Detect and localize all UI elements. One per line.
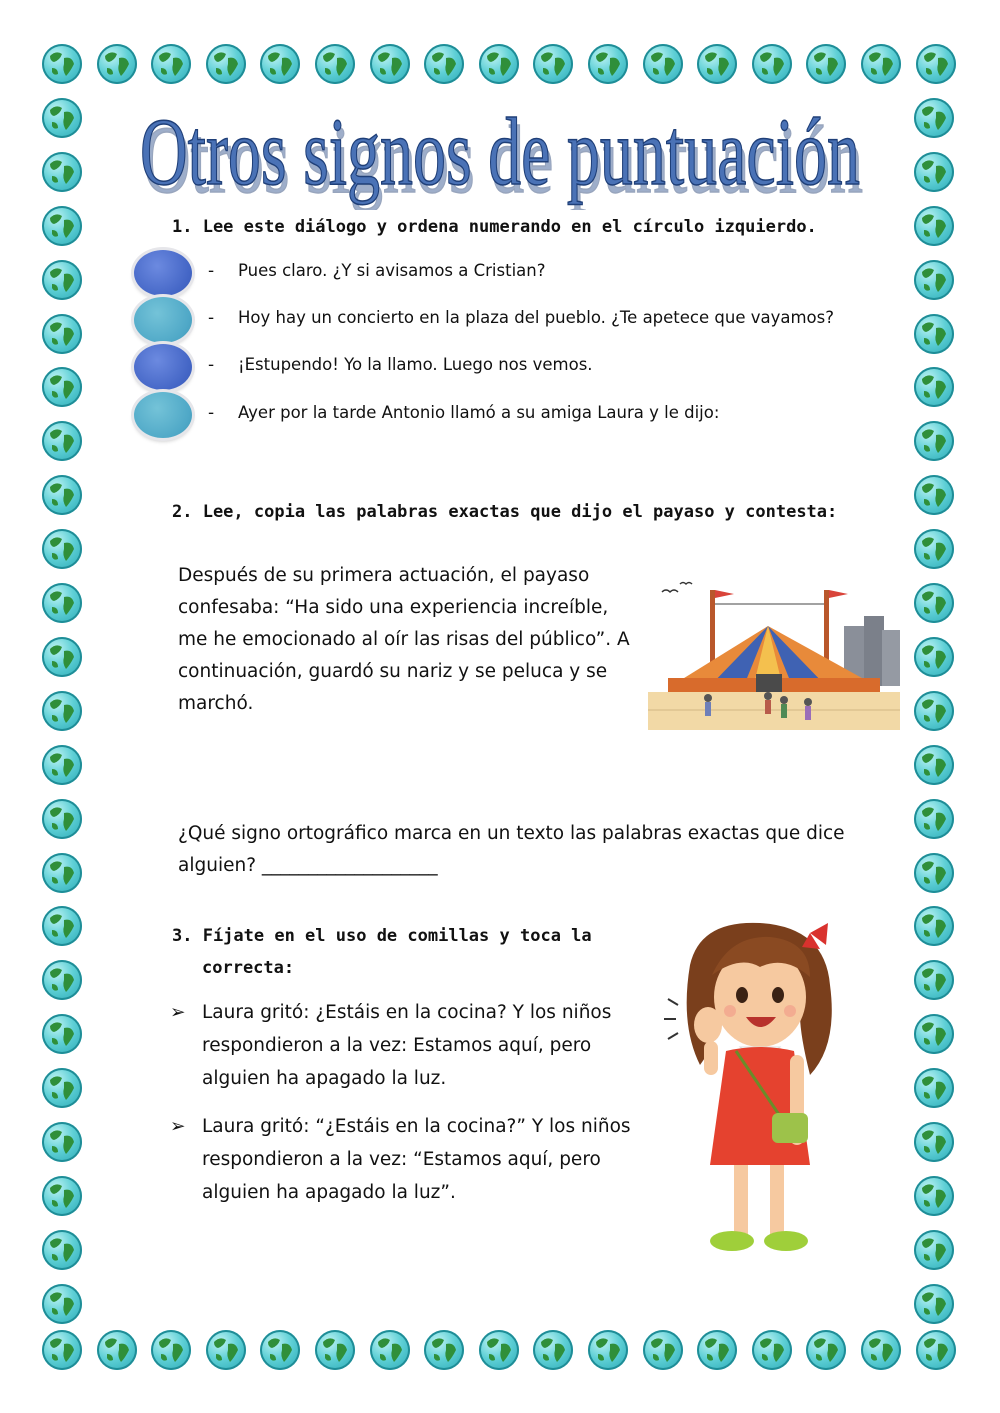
globe-icon [42, 529, 82, 569]
arrow-bullet-icon: ➢ [170, 1002, 186, 1023]
dash-marker: - [208, 308, 215, 328]
globe-icon [42, 853, 82, 893]
dialogue-item [130, 392, 870, 442]
globe-icon [914, 367, 954, 407]
globe-icon [643, 1330, 683, 1370]
globe-icon [914, 691, 954, 731]
globe-icon [424, 44, 464, 84]
globe-icon [914, 583, 954, 623]
globe-icon [914, 314, 954, 354]
globe-icon [533, 44, 573, 84]
globe-icon [97, 44, 137, 84]
option-line: Laura gritó: “¿Estáis en la cocina?” Y los niños [202, 1116, 631, 1137]
globe-icon [42, 745, 82, 785]
globe-icon [914, 421, 954, 461]
globe-icon [42, 1068, 82, 1108]
option-2[interactable] [170, 1110, 650, 1209]
title-wordart [120, 100, 880, 210]
dialogue-text: Pues claro. ¿Y si avisamos a Cristian? [238, 261, 546, 280]
globe-icon [914, 1122, 954, 1162]
order-circle-4[interactable] [134, 392, 192, 438]
globe-icon [42, 799, 82, 839]
globe-icon [806, 1330, 846, 1370]
dialogue-item [130, 344, 870, 394]
dash-marker: - [208, 355, 215, 375]
globe-icon [42, 260, 82, 300]
globe-icon [752, 44, 792, 84]
globe-icon [42, 421, 82, 461]
option-line: respondieron a la vez: Estamos aquí, pero [202, 1035, 592, 1056]
passage-line: confesaba: “Ha sido una experiencia increíble, [178, 597, 609, 618]
option-line: alguien ha apagado la luz. [202, 1068, 447, 1089]
globe-icon [42, 637, 82, 677]
globe-icon [260, 1330, 300, 1370]
question-answer-line[interactable]: alguien? ___________________ [178, 855, 438, 876]
globe-icon [42, 1230, 82, 1270]
globe-icon [914, 475, 954, 515]
dialogue-text: ¡Estupendo! Yo la llamo. Luego nos vemos. [238, 355, 593, 374]
globe-icon [206, 44, 246, 84]
dialogue-text: Hoy hay un concierto en la plaza del pueblo. ¿Te apetece que vayamos? [238, 308, 834, 327]
globe-icon [914, 1068, 954, 1108]
globe-icon [914, 1176, 954, 1216]
question-line: ¿Qué signo ortográfico marca en un texto las palabras exactas que dice [178, 823, 845, 844]
globe-icon [914, 260, 954, 300]
globe-icon [914, 799, 954, 839]
globe-icon [370, 44, 410, 84]
arrow-bullet-icon: ➢ [170, 1116, 186, 1137]
passage-line: Después de su primera actuación, el payaso [178, 565, 590, 586]
globe-icon [42, 475, 82, 515]
globe-icon [914, 960, 954, 1000]
globe-icon [42, 960, 82, 1000]
title-text: Otros signos de puntuación [140, 100, 860, 205]
globe-icon [533, 1330, 573, 1370]
globe-icon [42, 1014, 82, 1054]
option-1[interactable] [170, 996, 650, 1095]
circus-illustration [648, 570, 900, 730]
globe-icon [42, 44, 82, 84]
heading-line: correcta: [202, 958, 295, 978]
globe-icon [151, 44, 191, 84]
globe-icon [42, 98, 82, 138]
globe-icon [914, 1230, 954, 1270]
globe-icon [42, 1330, 82, 1370]
dash-marker: - [208, 403, 215, 423]
globe-icon [914, 1014, 954, 1054]
passage-line: me he emocionado al oír las risas del público”. A [178, 629, 630, 650]
globe-icon [643, 44, 683, 84]
globe-icon [752, 1330, 792, 1370]
section2-heading: 2. Lee, copia las palabras exactas que dijo el payaso y contesta: [172, 502, 838, 522]
globe-icon [588, 1330, 628, 1370]
globe-icon [806, 44, 846, 84]
globe-icon [861, 44, 901, 84]
globe-icon [42, 1284, 82, 1324]
globe-icon [42, 583, 82, 623]
dialogue-text: Ayer por la tarde Antonio llamó a su amiga Laura y le dijo: [238, 403, 720, 422]
section2-question [178, 818, 878, 882]
globe-icon [479, 1330, 519, 1370]
dialogue-item [130, 297, 870, 347]
globe-icon [260, 44, 300, 84]
globe-icon [42, 314, 82, 354]
passage-line: continuación, guardó su nariz y se peluca y se [178, 661, 608, 682]
order-circle-1[interactable] [134, 250, 192, 296]
option-line: alguien ha apagado la luz”. [202, 1182, 456, 1203]
clown-passage [178, 560, 648, 720]
globe-icon [424, 1330, 464, 1370]
globe-icon [861, 1330, 901, 1370]
globe-icon [42, 691, 82, 731]
order-circle-2[interactable] [134, 297, 192, 343]
globe-icon [588, 44, 628, 84]
globe-icon [916, 44, 956, 84]
page-title [120, 100, 880, 210]
globe-icon [914, 1284, 954, 1324]
globe-icon [370, 1330, 410, 1370]
girl-illustration [660, 915, 855, 1270]
globe-icon [315, 44, 355, 84]
globe-icon [42, 906, 82, 946]
globe-icon [914, 98, 954, 138]
globe-icon [697, 44, 737, 84]
passage-line: marchó. [178, 693, 254, 714]
globe-icon [42, 367, 82, 407]
globe-icon [914, 906, 954, 946]
globe-icon [914, 637, 954, 677]
globe-icon [97, 1330, 137, 1370]
globe-icon [914, 206, 954, 246]
globe-icon [914, 529, 954, 569]
order-circle-3[interactable] [134, 344, 192, 390]
globe-icon [151, 1330, 191, 1370]
globe-icon [42, 1176, 82, 1216]
globe-icon [916, 1330, 956, 1370]
dash-marker: - [208, 261, 215, 281]
section3-heading [172, 920, 632, 984]
globe-icon [914, 745, 954, 785]
globe-icon [42, 152, 82, 192]
globe-icon [42, 206, 82, 246]
globe-icon [42, 1122, 82, 1162]
option-line: Laura gritó: ¿Estáis en la cocina? Y los niños [202, 1002, 612, 1023]
heading-line: 3. Fíjate en el uso de comillas y toca la [172, 926, 592, 946]
dialogue-item [130, 250, 870, 300]
globe-icon [479, 44, 519, 84]
globe-icon [914, 152, 954, 192]
globe-icon [697, 1330, 737, 1370]
option-line: respondieron a la vez: “Estamos aquí, pero [202, 1149, 601, 1170]
title-shadow: Otros signos de puntuación [143, 106, 863, 210]
section1-heading: 1. Lee este diálogo y ordena numerando en el círculo izquierdo. [172, 217, 817, 237]
globe-icon [914, 853, 954, 893]
globe-icon [206, 1330, 246, 1370]
globe-icon [315, 1330, 355, 1370]
